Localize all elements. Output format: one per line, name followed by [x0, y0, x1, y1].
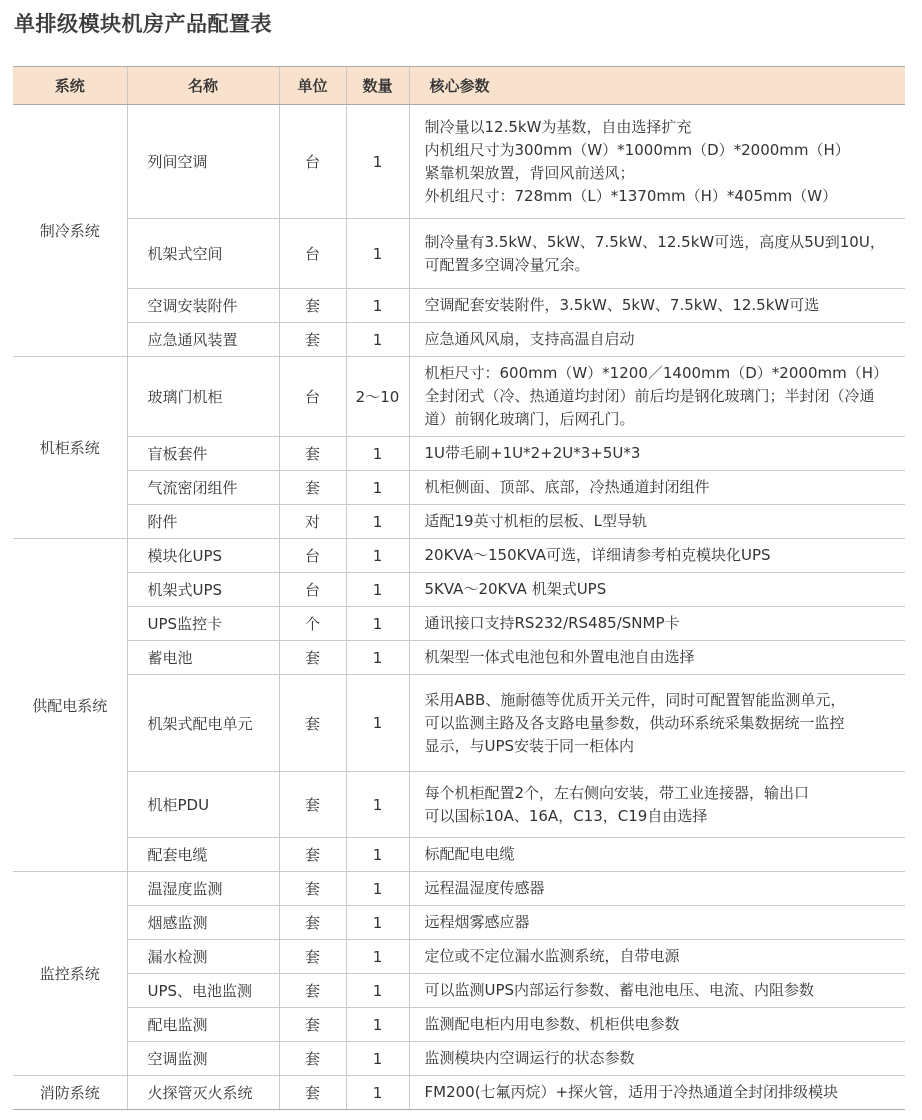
cell-unit: 套 [279, 838, 346, 872]
cell-unit: 套 [279, 1008, 346, 1042]
cell-qty: 1 [346, 539, 409, 573]
cell-qty: 1 [346, 838, 409, 872]
cell-qty: 1 [346, 289, 409, 323]
cell-qty: 1 [346, 323, 409, 357]
cell-qty: 1 [346, 573, 409, 607]
table-row [13, 872, 905, 906]
cell-name: 蓄电池 [127, 641, 279, 675]
cell-qty: 1 [346, 505, 409, 539]
table-row [13, 607, 905, 641]
cell-params [409, 974, 905, 1008]
cell-name: 空调监测 [127, 1042, 279, 1076]
cell-params [409, 505, 905, 539]
param-line: 机柜尺寸：600mm（W）*1200／1400mm（D）*2000mm（H） [424, 364, 888, 382]
cell-system: 机柜系统 [13, 357, 127, 539]
cell-params [409, 906, 905, 940]
table-row [13, 573, 905, 607]
cell-params [409, 772, 905, 838]
cell-unit: 套 [279, 940, 346, 974]
cell-params [409, 573, 905, 607]
param-line: 制冷量有3.5kW、5kW、7.5kW、12.5kW可选，高度从5U到10U， [424, 232, 885, 251]
cell-name: 空调安装附件 [127, 289, 279, 323]
param-line: 通讯接口支持RS232/RS485/SNMP卡 [424, 614, 680, 632]
table-row [13, 1042, 905, 1076]
cell-qty: 1 [346, 607, 409, 641]
cell-unit: 台 [279, 539, 346, 573]
cell-params [409, 607, 905, 641]
table-body [13, 105, 905, 1110]
cell-name: UPS、电池监测 [127, 974, 279, 1008]
param-line: 应急通风风扇，支持高温自启动 [424, 330, 635, 348]
table-row [13, 323, 905, 357]
cell-unit: 套 [279, 1042, 346, 1076]
cell-name: 附件 [127, 505, 279, 539]
cell-name: 烟感监测 [127, 906, 279, 940]
param-line: 道）前钢化玻璃门，后网孔门。 [424, 410, 635, 428]
cell-system: 供配电系统 [13, 539, 127, 872]
cell-qty: 1 [346, 1042, 409, 1076]
param-line: 可以监测主路及各支路电量参数，供动环系统采集数据统一监控 [424, 713, 845, 732]
param-line: 采用ABB、施耐德等优质开关元件，同时可配置智能监测单元， [424, 690, 846, 709]
table-row [13, 838, 905, 872]
cell-unit: 套 [279, 675, 346, 772]
header-system: 系统 [13, 67, 127, 105]
cell-qty: 1 [346, 772, 409, 838]
cell-name: 盲板套件 [127, 437, 279, 471]
product-config-table [13, 66, 905, 1110]
param-line: 20KVA～150KVA可选，详细请参考柏克模块化UPS [424, 546, 771, 564]
cell-qty: 1 [346, 872, 409, 906]
cell-params [409, 105, 905, 219]
param-line: 标配配电电缆 [424, 845, 515, 863]
cell-qty: 1 [346, 437, 409, 471]
param-line: 外机组尺寸：728mm（L）*1370mm（H）*405mm（W） [424, 186, 838, 205]
cell-params [409, 1076, 905, 1110]
param-line: 定位或不定位漏水监测系统，自带电源 [424, 947, 680, 965]
table-row [13, 357, 905, 437]
param-line: 机柜侧面、顶部、底部，冷热通道封闭组件 [424, 478, 710, 496]
cell-params [409, 1008, 905, 1042]
param-line: 远程烟雾感应器 [424, 913, 530, 931]
cell-unit: 套 [279, 906, 346, 940]
cell-unit: 套 [279, 323, 346, 357]
cell-name: 列间空调 [127, 105, 279, 219]
cell-params [409, 641, 905, 675]
cell-unit: 个 [279, 607, 346, 641]
cell-params [409, 219, 905, 289]
cell-qty: 1 [346, 940, 409, 974]
param-line: 每个机柜配置2个，左右侧向安装，带工业连接器，输出口 [424, 783, 810, 802]
table-header-row [13, 67, 905, 105]
table-row [13, 219, 905, 289]
cell-params [409, 357, 905, 437]
param-line: 紧靠机架放置，背回风前送风； [424, 163, 635, 182]
cell-params [409, 940, 905, 974]
param-line: 监测模块内空调运行的状态参数 [424, 1049, 635, 1067]
cell-qty: 2～10 [346, 357, 409, 437]
param-line: 1U带毛刷+1U*2+2U*3+5U*3 [424, 444, 641, 462]
cell-name: UPS监控卡 [127, 607, 279, 641]
param-line: 监测配电柜内用电参数、机柜供电参数 [424, 1015, 680, 1033]
cell-name: 玻璃门机柜 [127, 357, 279, 437]
cell-unit: 套 [279, 872, 346, 906]
cell-unit: 台 [279, 573, 346, 607]
param-line: 全封闭式（冷、热通道均封闭）前后均是钢化玻璃门；半封闭（冷通 [424, 387, 875, 405]
header-unit: 单位 [279, 67, 346, 105]
table-row [13, 505, 905, 539]
header-params: 核心参数 [409, 67, 905, 105]
cell-qty: 1 [346, 641, 409, 675]
table-row [13, 772, 905, 838]
cell-name: 气流密闭组件 [127, 471, 279, 505]
table-row [13, 1008, 905, 1042]
table-row [13, 641, 905, 675]
cell-unit: 套 [279, 974, 346, 1008]
cell-params [409, 838, 905, 872]
cell-params [409, 437, 905, 471]
cell-name: 机架式配电单元 [127, 675, 279, 772]
param-line: 内机组尺寸为300mm（W）*1000mm（D）*2000mm（H） [424, 140, 850, 159]
cell-unit: 套 [279, 641, 346, 675]
cell-params [409, 323, 905, 357]
param-line: 空调配套安装附件，3.5kW、5kW、7.5kW、12.5kW可选 [424, 296, 820, 314]
cell-qty: 1 [346, 974, 409, 1008]
param-line: 5KVA～20KVA 机架式UPS [424, 580, 607, 598]
cell-unit: 套 [279, 772, 346, 838]
cell-name: 机架式UPS [127, 573, 279, 607]
cell-qty: 1 [346, 219, 409, 289]
param-line: 可以监测UPS内部运行参数、蓄电池电压、电流、内阻参数 [424, 981, 815, 999]
cell-system: 监控系统 [13, 872, 127, 1076]
cell-params [409, 539, 905, 573]
page-title: 单排级模块机房产品配置表 [14, 12, 272, 36]
cell-name: 应急通风装置 [127, 323, 279, 357]
cell-qty: 1 [346, 1008, 409, 1042]
cell-name: 火探管灭火系统 [127, 1076, 279, 1110]
cell-unit: 套 [279, 437, 346, 471]
cell-qty: 1 [346, 675, 409, 772]
param-line: 可以国标10A、16A，C13，C19自由选择 [424, 806, 708, 825]
param-line: 可配置多空调冷量冗余。 [424, 255, 590, 274]
table-row [13, 675, 905, 772]
table-row [13, 539, 905, 573]
cell-qty: 1 [346, 906, 409, 940]
cell-qty: 1 [346, 1076, 409, 1110]
param-line: 显示，与UPS安装于同一柜体内 [424, 736, 635, 755]
cell-name: 配套电缆 [127, 838, 279, 872]
cell-params [409, 872, 905, 906]
cell-name: 漏水检测 [127, 940, 279, 974]
cell-name: 模块化UPS [127, 539, 279, 573]
cell-qty: 1 [346, 105, 409, 219]
cell-name: 机柜PDU [127, 772, 279, 838]
cell-qty: 1 [346, 471, 409, 505]
cell-system: 制冷系统 [13, 105, 127, 357]
cell-name: 配电监测 [127, 1008, 279, 1042]
cell-unit: 套 [279, 471, 346, 505]
cell-params [409, 1042, 905, 1076]
header-qty: 数量 [346, 67, 409, 105]
param-line: FM200(七氟丙烷）+探火管，适用于冷热通道全封闭排级模块 [424, 1083, 839, 1101]
param-line: 适配19英寸机柜的层板、L型导轨 [424, 512, 647, 530]
cell-system: 消防系统 [13, 1076, 127, 1110]
param-line: 制冷量以12.5kW为基数，自由选择扩充 [424, 117, 692, 136]
table-row [13, 471, 905, 505]
header-name: 名称 [127, 67, 279, 105]
table-row [13, 289, 905, 323]
cell-name: 温湿度监测 [127, 872, 279, 906]
table-row [13, 906, 905, 940]
table-row [13, 974, 905, 1008]
cell-params [409, 675, 905, 772]
cell-params [409, 471, 905, 505]
cell-unit: 套 [279, 289, 346, 323]
cell-params [409, 289, 905, 323]
table-row [13, 105, 905, 219]
cell-unit: 台 [279, 357, 346, 437]
cell-unit: 台 [279, 105, 346, 219]
param-line: 机架型一体式电池包和外置电池自由选择 [424, 648, 695, 666]
param-line: 远程温湿度传感器 [424, 879, 545, 897]
cell-name: 机架式空间 [127, 219, 279, 289]
cell-unit: 对 [279, 505, 346, 539]
table-row [13, 437, 905, 471]
table-row [13, 1076, 905, 1110]
cell-unit: 台 [279, 219, 346, 289]
cell-unit: 套 [279, 1076, 346, 1110]
table-row [13, 940, 905, 974]
